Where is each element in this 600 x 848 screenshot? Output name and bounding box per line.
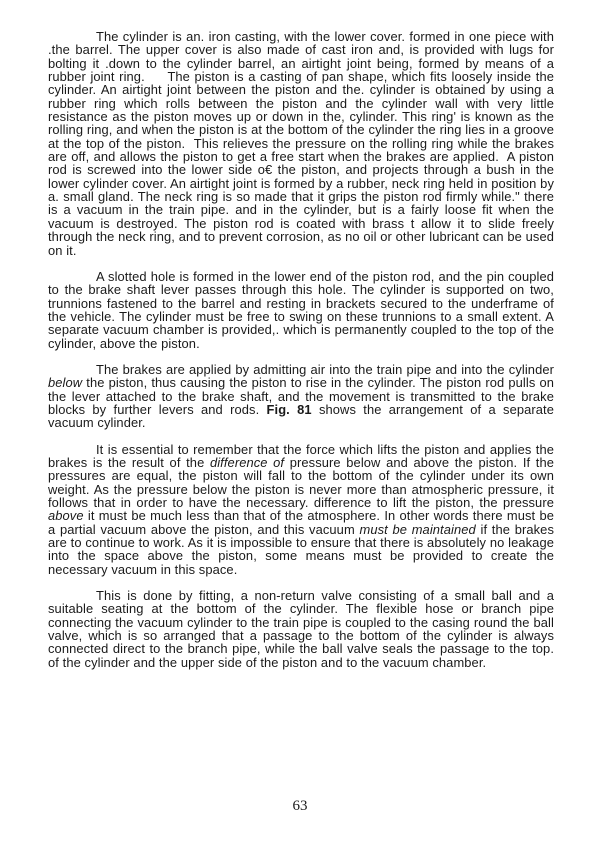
paragraph-text: the piston, thus causing the piston to rise in the cylinder. The piston rod pulls on the lever attached to the brake shaft, and the movement is transmitted to the brake blocks by further levers and rods. — [48, 375, 554, 417]
paragraph-pressure-difference — [48, 443, 554, 576]
paragraph-text: it must be much less than that of the atmosphere. In other words there must be a partial vacuum above the piston, and this vacuum — [48, 508, 554, 537]
page-number: 63 — [292, 798, 308, 814]
paragraph-text: if the brakes are to continue to work. As it is impossible to ensure that there is absolutely no leakage into the space above the piston, some means must be provided to create the necessary vacuum in this space. — [48, 521, 554, 577]
paragraph-text: This is done by fitting, a non-return valve consisting of a small ball and a suitable seating at the bottom of the cylinder. The flexible hose or branch pipe connecting the vacuum cylinder to the train pipe is coupled to the casing round the ball valve, which is so arranged that a passage to the bottom of the cylinder is always connected direct to the branch pipe, while the ball valve seals the passage to the top. of the cylinder and the upper side of the piston and to the vacuum chamber. — [48, 588, 554, 670]
paragraph-text: The brakes are applied by admitting air into the train pipe and into the cylinder — [96, 361, 554, 377]
paragraph-text: shows the arrangement of a separate vacuum cylinder. — [48, 401, 554, 431]
figure-reference: Fig. 81 — [266, 401, 312, 417]
paragraph-brakes-applied — [48, 363, 554, 430]
paragraph-slotted-hole — [48, 270, 554, 350]
italic-word-above: above — [48, 508, 84, 524]
paragraph-non-return-valve — [48, 589, 554, 669]
paragraph-cylinder-construction — [48, 30, 554, 257]
paragraph-text: pressure below and above the piston. If the pressures are equal, the piston will fall to the bottom of the cylinder under its own weight. As the pressure below the piston is never more than atmospheric pressure, it follows that in order to have the necessary. difference to lift the piston, the pressure — [48, 454, 555, 510]
body-text — [48, 30, 554, 669]
italic-word-below: below — [48, 375, 83, 391]
paragraph-text: The cylinder is an. iron casting, with the lower cover. formed in one piece with .the barrel. The upper cover is also made of cast iron and, is provided with lugs for bolting it .down to the cylinder barrel, an airtight joint being, formed by means of a rubber joint ring. The piston is a casting of pan shape, which fits loosely inside the cylinder. An airtight joint between the piston and the. cylinder is obtained by using a rubber ring which rolls between the piston and the cylinder wall with very little resistance as the piston moves up or down in the, cylinder. This ring' is known as the rolling ring, and when the piston is at the bottom of the cylinder the ring lies in a groove at the top of the piston. This relieves the pressure on the rolling ring while the brakes are off, and allows the piston to get a free start when the brakes are applied. A piston rod is screwed into the lower side o€ the piston, and projects through a bush in the lower cylinder cover. An airtight joint is formed by a rubber, neck ring held in position by a. small gland. The neck ring is so made that it grips the piston rod firmly while." there is a vacuum in the train pipe. and in the cylinder, but is a fairly loose fit when the vacuum is destroyed. The piston rod is coated with brass t allow it to slide freely through the neck ring, and to prevent corrosion, as no oil or other lubricant can be used on it. — [48, 29, 554, 258]
italic-phrase-must-be-maintained: must be maintained — [359, 521, 476, 537]
paragraph-text: It is essential to remember that the force which lifts the piston and applies the brakes is the result of the — [48, 441, 554, 470]
paragraph-text: A slotted hole is formed in the lower end of the piston rod, and the pin coupled to the brake shaft lever passes through this hole. The cylinder is supported on two, trunnions fastened to the barrel and resting in brackets secured to the underframe of the vehicle. The cylinder must be free to swing on these trunnions to a small extent. A separate vacuum chamber is provided,. which is permanently coupled to the top of the cylinder, above the piston. — [48, 268, 554, 351]
italic-phrase-difference-of: difference of — [209, 454, 285, 470]
